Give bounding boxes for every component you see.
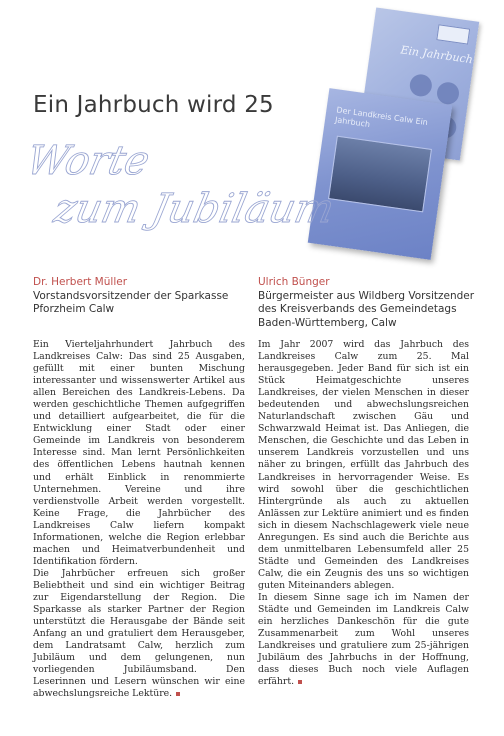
book-cover-back-title: Ein Jahrbuch — [399, 43, 474, 67]
script-line-1: Worte — [22, 136, 154, 184]
end-mark-icon — [176, 692, 180, 696]
paragraph-text: Die Jahrbücher erfreuen sich großer Beliebtheit und sind ein wichtiger Beitrag zur Eigendarstellung der Region. Die Sparkasse als starker Partner der Region unterstützt die Herausgabe der Bände seit Anfang an und gratuliert dem Herausgeber, dem Landratsamt Calw, herzlich zum Jubiläum und dem gelungenen, nun vorliegenden Jubiläumsband. Den Leserinnen und Lesern wünschen wir eine abwechslungsreiche Lektüre. — [33, 567, 245, 700]
text-column-right — [258, 339, 469, 688]
text-column-left — [33, 339, 245, 700]
author-name: Ulrich Bünger — [258, 276, 330, 288]
paragraph — [33, 568, 245, 701]
end-mark-icon — [298, 680, 302, 684]
author-role: Bürgermeister aus Wildberg Vorsitzender des Kreisverbands des Gemeindetags Baden-Württemberg, Calw — [258, 289, 475, 329]
author-left — [33, 276, 233, 317]
author-name: Dr. Herbert Müller — [33, 276, 128, 288]
paragraph — [258, 592, 469, 688]
paragraph: Ein Vierteljahrhundert Jahrbuch des Landkreises Calw: Das sind 25 Ausgaben, gefüllt mit einer bunten Mischung interessanter und wissenswerter Artikel aus allen Bereichen des Landkreis-Lebens. Da werden geschichtliche Themen aufgegriffen und detailliert aufgearbeitet, die für die Entwicklung einer Stadt oder einer Gemeinde im Landkreis von besonderem Interesse sind. Man lernt Persönlichkeiten des öffentlichen Lebens hautnah kennen und erhält Einblick in renommierte Unternehmen. Vereine und ihre verdienstvolle Arbeit werden vorgestellt. Keine Frage, die Jahrbücher des Landkreises Calw liefern kompakt Informationen, welche die Region erlebbar machen und Heimatverbundenheit und Identifikation fördern. — [33, 339, 245, 567]
publisher-logo — [436, 24, 470, 44]
script-subtitle — [0, 130, 504, 240]
cover-image — [408, 73, 433, 98]
script-line-2: zum Jubiläum — [50, 184, 339, 232]
article-title: Ein Jahrbuch wird 25 — [33, 92, 274, 118]
cover-image — [436, 81, 461, 106]
paragraph-text: In diesem Sinne sage ich im Namen der Städte und Gemeinden im Landkreis Calw ein herzliches Dankeschön für die gute Zusammenarbeit zum Wohl unseres Landkreises und gratuliere zum 25-jährigen Jubiläum des Jahrbuchs in der Hoffnung, dass dieses Buch noch viele Auflagen erfährt. — [258, 591, 469, 688]
author-right — [258, 276, 483, 330]
author-role: Vorstandsvorsitzender der Sparkasse Pforzheim Calw — [33, 289, 229, 315]
paragraph: Im Jahr 2007 wird das Jahrbuch des Landkreises Calw zum 25. Mal herausgegeben. Jeder Band für sich ist ein Stück Heimatgeschichte unseres Landkreises, der vielen Menschen in dieser bedeutenden und abwechslungsreichen Naturlandschaft zwischen Gäu und Schwarzwald Heimat ist. Das Anliegen, die Menschen, die Geschichte und das Leben in unserem Landkreis vorzustellen und uns näher zu bringen, erfüllt das Jahrbuch des Landkreises in hervorragender Weise. Es wird sowohl über die geschichtlichen Hintergründe als auch zu aktuellen Anlässen zur Lektüre animiert und es finden sich in diesem Nachschlagewerk viele neue Anregungen. Es sind auch die Berichte aus dem unmittelbaren Lebensumfeld aller 25 Städte und Gemeinden des Landkreises Calw, die ein Zeugnis des uns so wichtigen guten Miteinanders ablegen. — [258, 339, 469, 591]
book-cover-front-title: Der Landkreis Calw Ein Jahrbuch — [334, 105, 429, 130]
